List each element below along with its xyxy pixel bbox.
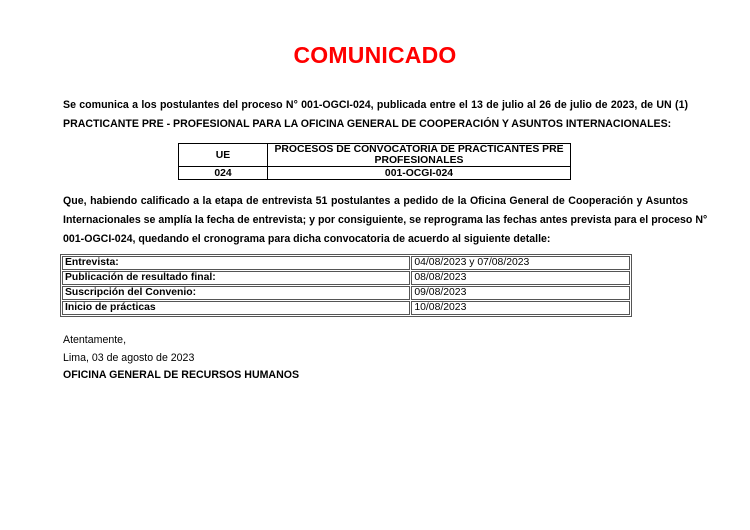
- signing-office: OFICINA GENERAL DE RECURSOS HUMANOS: [63, 369, 300, 381]
- process-table-header: [179, 144, 571, 167]
- schedule-date: 09/08/2023: [411, 286, 630, 300]
- table-row: [62, 271, 630, 285]
- cell-process: 001-OCGI-024: [268, 167, 571, 180]
- table-row: [62, 301, 630, 315]
- intro-paragraph: [63, 96, 688, 134]
- reschedule-paragraph: [63, 192, 708, 249]
- cell-ue: 024: [179, 167, 268, 180]
- table-row: [62, 256, 630, 270]
- schedule-table: [60, 254, 632, 317]
- schedule-label: Inicio de prácticas: [62, 301, 410, 315]
- page-title: COMUNICADO: [293, 42, 457, 68]
- reschedule-line-3: 001-OGCI-024, quedando el cronograma para dicha convocatoria de acuerdo al siguiente detalle:: [63, 233, 551, 245]
- salutation: Atentamente,: [63, 334, 127, 346]
- reschedule-line-2: Internacionales se amplía la fecha de entrevista; y por consiguiente, se reprograma las fechas antes prevista para el proceso N°: [63, 214, 708, 226]
- process-table: [178, 143, 571, 180]
- schedule-date: 04/08/2023 y 07/08/2023: [411, 256, 630, 270]
- closing-block: [63, 332, 299, 385]
- schedule-label: Entrevista:: [62, 256, 410, 270]
- reschedule-line-1: Que, habiendo calificado a la etapa de entrevista 51 postulantes a pedido de la Oficina General de Cooperación y Asuntos: [63, 195, 688, 207]
- schedule-label: Publicación de resultado final:: [62, 271, 410, 285]
- schedule-date: 10/08/2023: [411, 301, 630, 315]
- header-process: PROCESOS DE CONVOCATORIA DE PRACTICANTES PRE PROFESIONALES: [268, 144, 571, 167]
- schedule-date: 08/08/2023: [411, 271, 630, 285]
- place-date: Lima, 03 de agosto de 2023: [63, 351, 195, 364]
- table-row: [62, 286, 630, 300]
- schedule-label: Suscripción del Convenio:: [62, 286, 410, 300]
- table-row: [179, 167, 571, 180]
- intro-line-2: PRACTICANTE PRE - PROFESIONAL PARA LA OFICINA GENERAL DE COOPERACIÓN Y ASUNTOS INTERNACIONALES:: [63, 118, 672, 130]
- header-ue: UE: [179, 144, 268, 167]
- intro-line-1: Se comunica a los postulantes del proceso N° 001-OGCI-024, publicada entre el 13 de julio al 26 de julio de 2023, de UN (1): [63, 99, 688, 111]
